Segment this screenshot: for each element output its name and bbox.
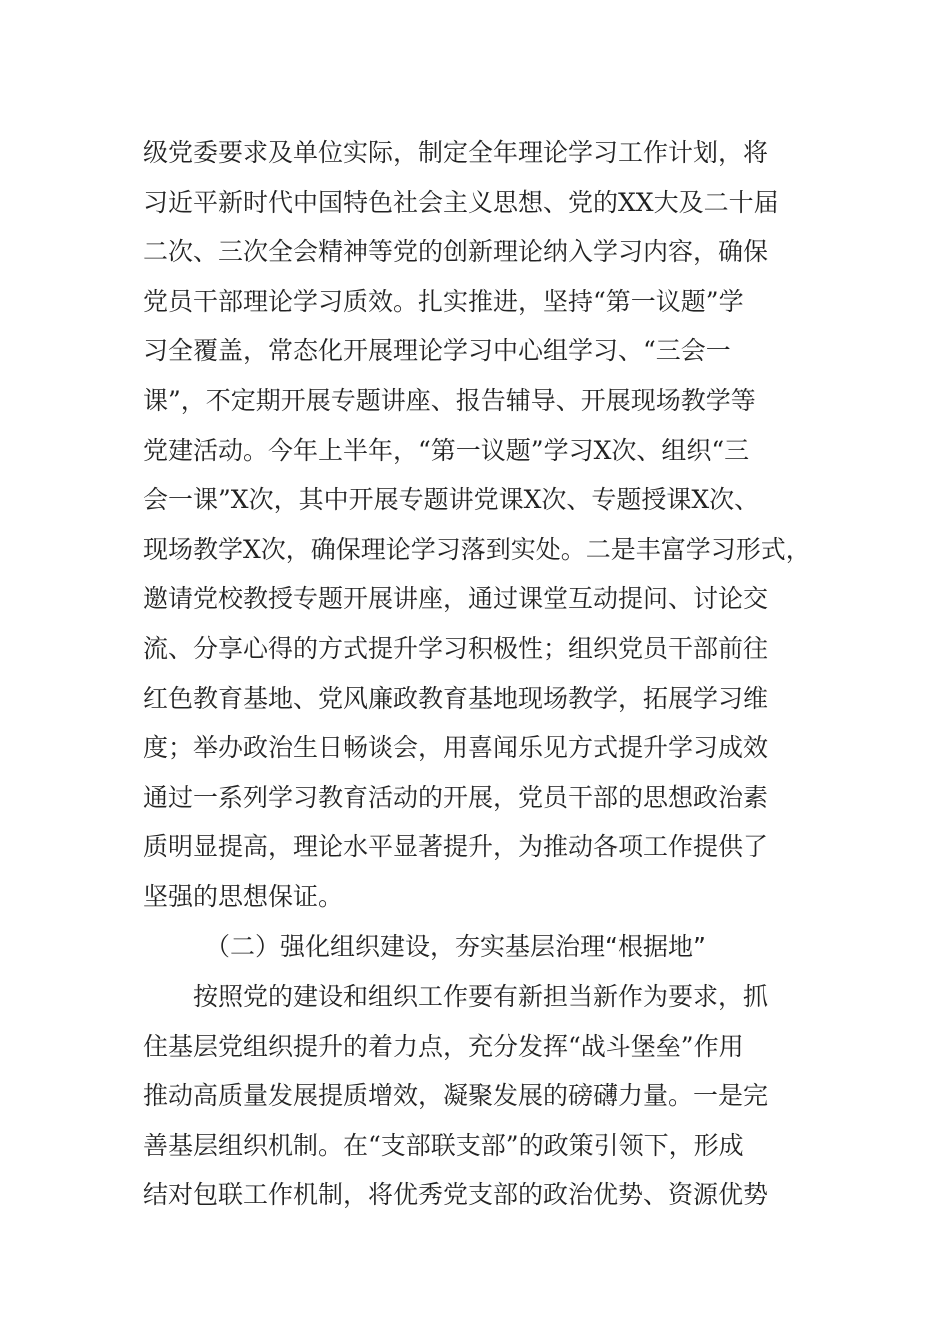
paragraph-2-line: 住基层党组织提升的着力点，充分发挥“战斗堡垒”作用 — [143, 1031, 744, 1061]
paragraph-1-line: 质明显提高，理论水平显著提升，为推动各项工作提供了 — [143, 832, 769, 862]
paragraph-2-line: 结对包联工作机制，将优秀党支部的政治优势、资源优势 — [143, 1180, 769, 1210]
paragraph-1-line: 红色教育基地、党风廉政教育基地现场教学，拓展学习维 — [143, 683, 769, 713]
paragraph-1-line: 会一课”X次，其中开展专题讲党课X次、专题授课X次、 — [143, 485, 760, 515]
paragraph-2-line: 按照党的建设和组织工作要有新担当新作为要求，抓 — [143, 982, 769, 1011]
paragraph-1-line: 坚强的思想保证。 — [143, 881, 344, 911]
paragraph-1-line: 党建活动。今年上半年，“第一议题”学习X次、组织“三 — [143, 435, 750, 465]
paragraph-1-line: 习全覆盖，常态化开展理论学习中心组学习、“三会一 — [143, 336, 731, 366]
paragraph-2-line: 善基层组织机制。在“支部联支部”的政策引领下，形成 — [143, 1130, 744, 1160]
section-heading: （二）强化组织建设，夯实基层治理“根据地” — [205, 932, 706, 961]
paragraph-1-line: 习近平新时代中国特色社会主义思想、党的XX大及二十届 — [143, 187, 779, 217]
paragraph-1-line: 度；举办政治生日畅谈会，用喜闻乐见方式提升学习成效 — [143, 733, 769, 763]
paragraph-1-line: 课”，不定期开展专题讲座、报告辅导、开展现场教学等 — [143, 385, 756, 415]
paragraph-1-line: 现场教学X次，确保理论学习落到实处。二是丰富学习形式， — [143, 534, 811, 564]
paragraph-1-line: 级党委要求及单位实际，制定全年理论学习工作计划，将 — [143, 138, 769, 167]
paragraph-1-line: 二次、三次全会精神等党的创新理论纳入学习内容，确保 — [143, 237, 769, 267]
paragraph-1-line: 通过一系列学习教育活动的开展，党员干部的思想政治素 — [143, 782, 769, 812]
paragraph-1 — [143, 128, 813, 922]
paragraph-1-line: 流、分享心得的方式提升学习积极性；组织党员干部前往 — [143, 633, 769, 663]
paragraph-1-line: 邀请党校教授专题开展讲座，通过课堂互动提问、讨论交 — [143, 584, 769, 614]
paragraph-1-line: 党员干部理论学习质效。扎实推进，坚持“第一议题”学 — [143, 286, 744, 316]
paragraph-2-line: 推动高质量发展提质增效，凝聚发展的磅礴力量。一是完 — [143, 1081, 769, 1111]
paragraph-2 — [143, 972, 813, 1220]
